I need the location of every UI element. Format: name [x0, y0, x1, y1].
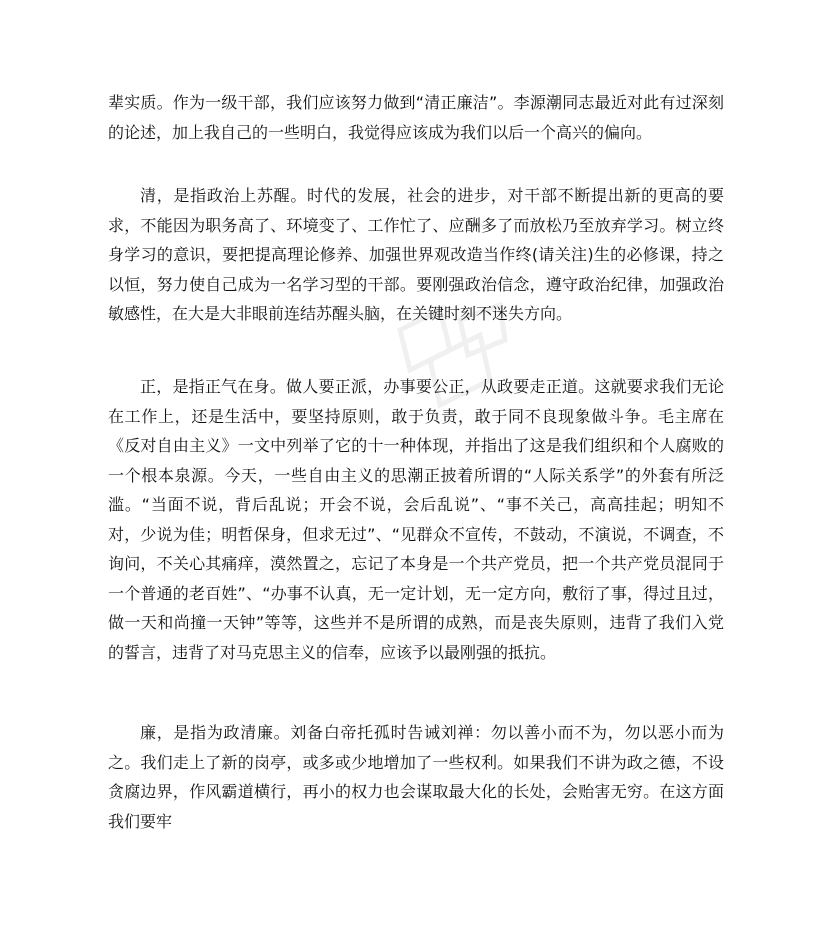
paragraph-text: 正，是指正气在身。做人要正派，办事要公正，从政要走正道。这就要求我们无论在工作上，还是生活中，要坚持原则，敢于负责，敢于同不良现象做斗争。毛主席在《反对自由主义》一文中列举了它的十一种体现，并指出了这是我们组织和个人腐败的一个根本泉源。今天，一些自由主义的思潮正披着所谓的“人际关系学”的外套有所泛滥。“当面不说，背后乱说；开会不说，会后乱说”、“事不关己，高高挂起；明知不对，少说为佳；明哲保身，但求无过”、“见群众不宣传，不鼓动，不演说，不调查，不询问，不关心其痛痒，漠然置之，忘记了本身是一个共产党员，把一个共产党员混同于一个普通的老百姓”、“办事不认真，无一定计划，无一定方向，敷衍了事，得过且过，做一天和尚撞一天钟”等等，这些并不是所谓的成熟，而是丧失原则，违背了我们入党的誓言，违背了对马克思主义的信奉，应该予以最刚强的抵抗。	[108, 377, 724, 662]
paragraph-text: 辈实质。作为一级干部，我们应该努力做到“清正廉洁”。李源潮同志最近对此有过深刻的论述，加上我自己的一些明白，我觉得应该成为我们以后一个高兴的偏向。	[108, 93, 724, 142]
paragraph-lian	[108, 718, 724, 836]
paragraph-zheng	[108, 372, 724, 667]
paragraph-qing	[108, 181, 724, 329]
paragraph-continuation	[108, 88, 724, 147]
paragraph-text: 廉，是指为政清廉。刘备白帝托孤时告诫刘禅：勿以善小而不为，勿以恶小而为之。我们走上了新的岗亭，或多或少地增加了一些权利。如果我们不讲为政之德，不设贪腐边界，作风霸道横行，再小的权力也会谋取最大化的长处，会贻害无穷。在这方面我们要牢	[108, 723, 724, 831]
paragraph-text: 清，是指政治上苏醒。时代的发展，社会的进步，对干部不断提出新的更高的要求，不能因为职务高了、环境变了、工作忙了、应酬多了而放松乃至放弃学习。树立终身学习的意识，要把提高理论修养、加强世界观改造当作终(请关注)生的必修课，持之以恒，努力使自己成为一名学习型的干部。要刚强政治信念，遵守政治纪律，加强政治敏感性，在大是大非眼前连结苏醒头脑，在关键时刻不迷失方向。	[108, 186, 724, 323]
